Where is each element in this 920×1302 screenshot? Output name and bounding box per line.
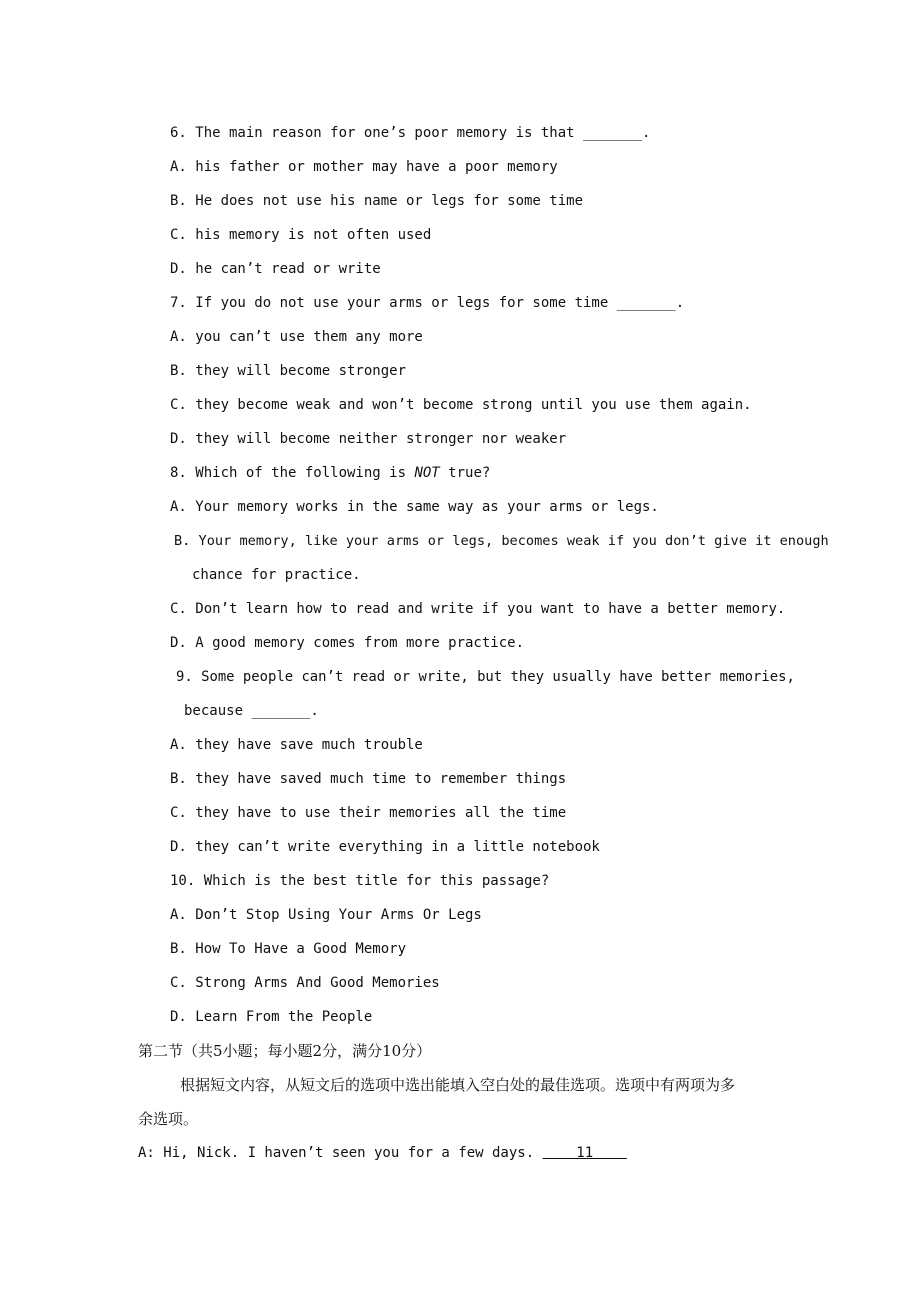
option-a: A. you can’t use them any more	[170, 329, 423, 345]
question-stem: 6. The main reason for one’s poor memory is that _______.	[170, 125, 651, 141]
stem-text-end: true?	[439, 465, 491, 481]
option-d: D. they can’t write everything in a little notebook	[170, 839, 600, 855]
option-b-continuation: chance for practice.	[192, 567, 361, 583]
option-d: D. Learn From the People	[170, 1009, 373, 1025]
option-a: A. Don’t Stop Using Your Arms Or Legs	[170, 907, 482, 923]
option-b: B. He does not use his name or legs for some time	[170, 193, 584, 209]
question-stem: 10. Which is the best title for this passage?	[170, 873, 550, 889]
dialogue-line	[138, 1143, 627, 1163]
option-c: C. Don’t learn how to read and write if you want to have a better memory.	[170, 601, 786, 617]
option-b: B. they will become stronger	[170, 363, 407, 379]
option-d: D. they will become neither stronger nor weaker	[170, 431, 567, 447]
answer-blank: 11	[542, 1145, 627, 1161]
option-b: B. Your memory, like your arms or legs, becomes weak if you don’t give it enough	[174, 533, 829, 549]
option-c: C. they have to use their memories all the time	[170, 805, 567, 821]
option-b: B. How To Have a Good Memory	[170, 941, 407, 957]
section-heading: 第二节（共5小题；每小题2分，满分10分）	[138, 1042, 432, 1060]
question-stem: 9. Some people can’t read or write, but they usually have better memories,	[176, 669, 795, 685]
stem-text: 8. Which of the following is	[170, 465, 415, 481]
section-instruction: 根据短文内容，从短文后的选项中选出能填入空白处的最佳选项。选项中有两项为多	[180, 1076, 736, 1094]
dialogue-text: A: Hi, Nick. I haven’t seen you for a few days.	[138, 1145, 543, 1161]
option-a: A. his father or mother may have a poor memory	[170, 159, 558, 175]
option-b: B. they have saved much time to remember things	[170, 771, 567, 787]
option-d: D. he can’t read or write	[170, 261, 381, 277]
option-c: C. his memory is not often used	[170, 227, 432, 243]
question-stem	[170, 463, 490, 483]
option-a: A. they have save much trouble	[170, 737, 423, 753]
option-a: A. Your memory works in the same way as your arms or legs.	[170, 499, 659, 515]
option-c: C. Strong Arms And Good Memories	[170, 975, 440, 991]
option-d: D. A good memory comes from more practice.	[170, 635, 525, 651]
question-stem: 7. If you do not use your arms or legs for some time _______.	[170, 295, 685, 311]
section-instruction-continuation: 余选项。	[138, 1110, 199, 1128]
option-c: C. they become weak and won’t become strong until you use them again.	[170, 397, 752, 413]
emphasis-text: NOT	[414, 465, 440, 481]
question-stem-continuation: because _______.	[184, 703, 319, 719]
